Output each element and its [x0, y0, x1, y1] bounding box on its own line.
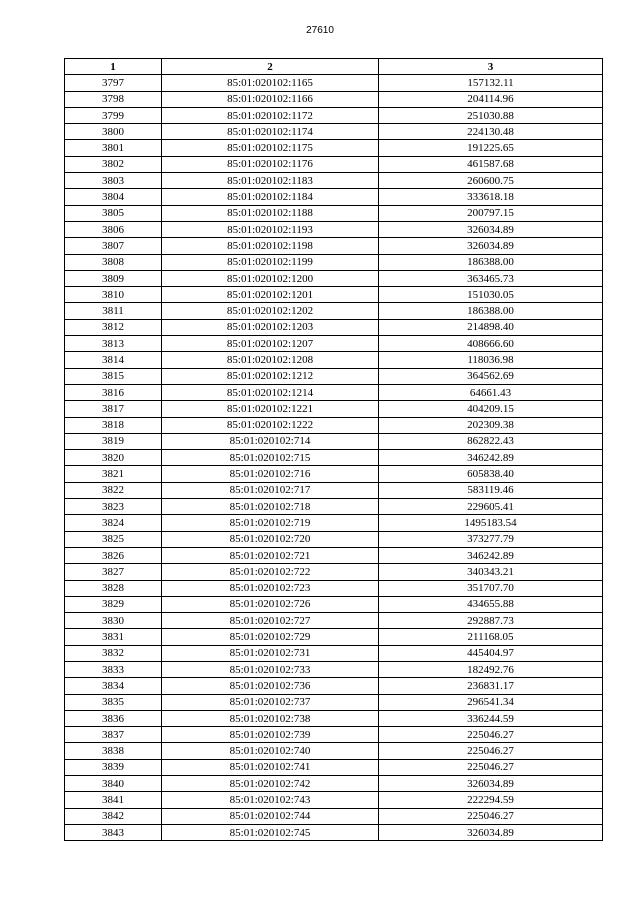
row-number-cell: 3819	[65, 433, 162, 449]
cadastral-number-cell: 85:01:020102:737	[162, 694, 379, 710]
value-cell: 351707.70	[379, 580, 603, 596]
value-cell: 292887.73	[379, 613, 603, 629]
value-cell: 151030.05	[379, 287, 603, 303]
row-number-cell: 3836	[65, 710, 162, 726]
row-number-cell: 3832	[65, 645, 162, 661]
value-cell: 605838.40	[379, 466, 603, 482]
table-row	[65, 531, 603, 547]
value-cell: 182492.76	[379, 661, 603, 677]
table-row	[65, 319, 603, 335]
row-number-cell: 3809	[65, 270, 162, 286]
cadastral-number-cell: 85:01:020102:1203	[162, 319, 379, 335]
row-number-cell: 3831	[65, 629, 162, 645]
cadastral-number-cell: 85:01:020102:1174	[162, 124, 379, 140]
cadastral-number-cell: 85:01:020102:1166	[162, 91, 379, 107]
table-row	[65, 450, 603, 466]
table-row	[65, 254, 603, 270]
row-number-cell: 3816	[65, 384, 162, 400]
row-number-cell: 3810	[65, 287, 162, 303]
row-number-cell: 3838	[65, 743, 162, 759]
value-cell: 225046.27	[379, 759, 603, 775]
row-number-cell: 3804	[65, 189, 162, 205]
table-row	[65, 629, 603, 645]
table-row	[65, 368, 603, 384]
value-cell: 191225.65	[379, 140, 603, 156]
row-number-cell: 3801	[65, 140, 162, 156]
table-row	[65, 792, 603, 808]
row-number-cell: 3812	[65, 319, 162, 335]
value-cell: 862822.43	[379, 433, 603, 449]
row-number-cell: 3818	[65, 417, 162, 433]
row-number-cell: 3811	[65, 303, 162, 319]
column-header-3: 3	[379, 59, 603, 75]
row-number-cell: 3840	[65, 776, 162, 792]
table-row	[65, 75, 603, 91]
cadastral-number-cell: 85:01:020102:1198	[162, 238, 379, 254]
value-cell: 236831.17	[379, 678, 603, 694]
table-row	[65, 221, 603, 237]
table-header	[65, 59, 603, 75]
value-cell: 202309.38	[379, 417, 603, 433]
value-cell: 186388.00	[379, 303, 603, 319]
value-cell: 225046.27	[379, 743, 603, 759]
value-cell: 222294.59	[379, 792, 603, 808]
value-cell: 364562.69	[379, 368, 603, 384]
table-row	[65, 564, 603, 580]
value-cell: 211168.05	[379, 629, 603, 645]
value-cell: 260600.75	[379, 173, 603, 189]
cadastral-number-cell: 85:01:020102:1214	[162, 384, 379, 400]
cadastral-number-cell: 85:01:020102:729	[162, 629, 379, 645]
header-row	[65, 59, 603, 75]
value-cell: 434655.88	[379, 596, 603, 612]
cadastral-number-cell: 85:01:020102:744	[162, 808, 379, 824]
cadastral-number-cell: 85:01:020102:1221	[162, 401, 379, 417]
row-number-cell: 3841	[65, 792, 162, 808]
value-cell: 225046.27	[379, 727, 603, 743]
value-cell: 408666.60	[379, 336, 603, 352]
cadastral-number-cell: 85:01:020102:743	[162, 792, 379, 808]
table-row	[65, 499, 603, 515]
row-number-cell: 3814	[65, 352, 162, 368]
row-number-cell: 3806	[65, 221, 162, 237]
table-row	[65, 482, 603, 498]
row-number-cell: 3826	[65, 547, 162, 563]
value-cell: 186388.00	[379, 254, 603, 270]
cadastral-number-cell: 85:01:020102:1200	[162, 270, 379, 286]
table-row	[65, 270, 603, 286]
value-cell: 225046.27	[379, 808, 603, 824]
table-row	[65, 238, 603, 254]
value-cell: 404209.15	[379, 401, 603, 417]
row-number-cell: 3797	[65, 75, 162, 91]
column-header-2: 2	[162, 59, 379, 75]
table-row	[65, 156, 603, 172]
value-cell: 346242.89	[379, 547, 603, 563]
table-row	[65, 759, 603, 775]
table-row	[65, 515, 603, 531]
table-row	[65, 710, 603, 726]
row-number-cell: 3802	[65, 156, 162, 172]
row-number-cell: 3808	[65, 254, 162, 270]
row-number-cell: 3822	[65, 482, 162, 498]
table-row	[65, 433, 603, 449]
row-number-cell: 3800	[65, 124, 162, 140]
table-body	[65, 75, 603, 841]
cadastral-number-cell: 85:01:020102:739	[162, 727, 379, 743]
table-row	[65, 727, 603, 743]
table-row	[65, 107, 603, 123]
table-row	[65, 694, 603, 710]
cadastral-number-cell: 85:01:020102:733	[162, 661, 379, 677]
table-row	[65, 287, 603, 303]
table-row	[65, 661, 603, 677]
row-number-cell: 3815	[65, 368, 162, 384]
cadastral-number-cell: 85:01:020102:714	[162, 433, 379, 449]
value-cell: 336244.59	[379, 710, 603, 726]
row-number-cell: 3828	[65, 580, 162, 596]
table-row	[65, 678, 603, 694]
table-row	[65, 189, 603, 205]
table-row	[65, 124, 603, 140]
table-row	[65, 303, 603, 319]
value-cell: 445404.97	[379, 645, 603, 661]
row-number-cell: 3842	[65, 808, 162, 824]
cadastral-number-cell: 85:01:020102:1183	[162, 173, 379, 189]
value-cell: 333618.18	[379, 189, 603, 205]
cadastral-number-cell: 85:01:020102:1212	[162, 368, 379, 384]
cadastral-number-cell: 85:01:020102:727	[162, 613, 379, 629]
cadastral-number-cell: 85:01:020102:1208	[162, 352, 379, 368]
cadastral-number-cell: 85:01:020102:1184	[162, 189, 379, 205]
cadastral-number-cell: 85:01:020102:738	[162, 710, 379, 726]
cadastral-number-cell: 85:01:020102:1199	[162, 254, 379, 270]
row-number-cell: 3830	[65, 613, 162, 629]
value-cell: 229605.41	[379, 499, 603, 515]
value-cell: 204114.96	[379, 91, 603, 107]
value-cell: 214898.40	[379, 319, 603, 335]
value-cell: 461587.68	[379, 156, 603, 172]
table-row	[65, 384, 603, 400]
value-cell: 64661.43	[379, 384, 603, 400]
row-number-cell: 3798	[65, 91, 162, 107]
cadastral-number-cell: 85:01:020102:736	[162, 678, 379, 694]
value-cell: 326034.89	[379, 221, 603, 237]
table-row	[65, 547, 603, 563]
cadastral-number-cell: 85:01:020102:715	[162, 450, 379, 466]
row-number-cell: 3820	[65, 450, 162, 466]
cadastral-number-cell: 85:01:020102:717	[162, 482, 379, 498]
cadastral-number-cell: 85:01:020102:1175	[162, 140, 379, 156]
cadastral-number-cell: 85:01:020102:1201	[162, 287, 379, 303]
row-number-cell: 3807	[65, 238, 162, 254]
table-row	[65, 808, 603, 824]
cadastral-number-cell: 85:01:020102:1202	[162, 303, 379, 319]
cadastral-number-cell: 85:01:020102:719	[162, 515, 379, 531]
value-cell: 1495183.54	[379, 515, 603, 531]
table-row	[65, 173, 603, 189]
cadastral-number-cell: 85:01:020102:722	[162, 564, 379, 580]
row-number-cell: 3803	[65, 173, 162, 189]
row-number-cell: 3835	[65, 694, 162, 710]
table-row	[65, 613, 603, 629]
value-cell: 326034.89	[379, 238, 603, 254]
row-number-cell: 3839	[65, 759, 162, 775]
table-row	[65, 645, 603, 661]
table-row	[65, 205, 603, 221]
table-row	[65, 401, 603, 417]
value-cell: 296541.34	[379, 694, 603, 710]
table-row	[65, 417, 603, 433]
table-row	[65, 776, 603, 792]
table-row	[65, 743, 603, 759]
table-row	[65, 91, 603, 107]
column-header-1: 1	[65, 59, 162, 75]
row-number-cell: 3821	[65, 466, 162, 482]
row-number-cell: 3833	[65, 661, 162, 677]
value-cell: 346242.89	[379, 450, 603, 466]
value-cell: 363465.73	[379, 270, 603, 286]
cadastral-number-cell: 85:01:020102:745	[162, 824, 379, 840]
cadastral-number-cell: 85:01:020102:1165	[162, 75, 379, 91]
cadastral-number-cell: 85:01:020102:723	[162, 580, 379, 596]
row-number-cell: 3813	[65, 336, 162, 352]
cadastral-number-cell: 85:01:020102:1176	[162, 156, 379, 172]
row-number-cell: 3799	[65, 107, 162, 123]
row-number-cell: 3823	[65, 499, 162, 515]
value-cell: 157132.11	[379, 75, 603, 91]
cadastral-number-cell: 85:01:020102:742	[162, 776, 379, 792]
cadastral-number-cell: 85:01:020102:726	[162, 596, 379, 612]
table-row	[65, 580, 603, 596]
table-row	[65, 140, 603, 156]
row-number-cell: 3827	[65, 564, 162, 580]
cadastral-number-cell: 85:01:020102:1193	[162, 221, 379, 237]
cadastral-number-cell: 85:01:020102:741	[162, 759, 379, 775]
cadastral-number-cell: 85:01:020102:720	[162, 531, 379, 547]
value-cell: 118036.98	[379, 352, 603, 368]
value-cell: 251030.88	[379, 107, 603, 123]
row-number-cell: 3817	[65, 401, 162, 417]
cadastral-number-cell: 85:01:020102:1207	[162, 336, 379, 352]
table-row	[65, 336, 603, 352]
row-number-cell: 3805	[65, 205, 162, 221]
cadastral-number-cell: 85:01:020102:1222	[162, 417, 379, 433]
cadastral-number-cell: 85:01:020102:716	[162, 466, 379, 482]
cadastral-number-cell: 85:01:020102:718	[162, 499, 379, 515]
row-number-cell: 3825	[65, 531, 162, 547]
table-row	[65, 596, 603, 612]
row-number-cell: 3824	[65, 515, 162, 531]
row-number-cell: 3837	[65, 727, 162, 743]
row-number-cell: 3843	[65, 824, 162, 840]
cadastral-number-cell: 85:01:020102:731	[162, 645, 379, 661]
row-number-cell: 3829	[65, 596, 162, 612]
value-cell: 326034.89	[379, 776, 603, 792]
value-cell: 224130.48	[379, 124, 603, 140]
table-row	[65, 466, 603, 482]
value-cell: 340343.21	[379, 564, 603, 580]
value-cell: 200797.15	[379, 205, 603, 221]
cadastral-number-cell: 85:01:020102:1188	[162, 205, 379, 221]
cadastral-number-cell: 85:01:020102:740	[162, 743, 379, 759]
table-row	[65, 352, 603, 368]
table-row	[65, 824, 603, 840]
cadastral-number-cell: 85:01:020102:721	[162, 547, 379, 563]
value-cell: 326034.89	[379, 824, 603, 840]
cadastral-number-cell: 85:01:020102:1172	[162, 107, 379, 123]
row-number-cell: 3834	[65, 678, 162, 694]
value-cell: 373277.79	[379, 531, 603, 547]
value-cell: 583119.46	[379, 482, 603, 498]
page-number: 27610	[306, 25, 334, 36]
data-table	[64, 58, 603, 841]
